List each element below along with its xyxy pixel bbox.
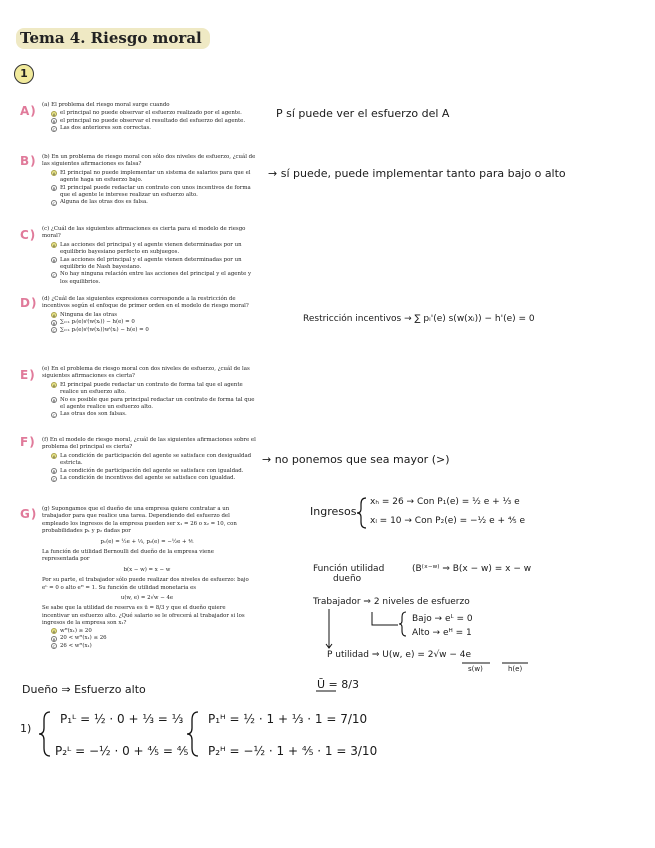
- question-a-stem: (a) El problema del riesgo moral surge cuando: [42, 102, 170, 108]
- note-funcion-expr: (B⁽ˣ⁻ʷ⁾ ⇒ B(x − w) = x − w: [412, 564, 532, 574]
- option-text: El principal no puede implementar un sistema de salarios para que el agente haga un esfuerzo bajo.: [60, 169, 251, 184]
- note-funcion: Función utilidad: [313, 564, 385, 574]
- brace-calc-left: [39, 712, 50, 756]
- question-f-stem: (f) En el modelo de riesgo moral, ¿cuál de las siguientes afirmaciones sobre el problema del principal es cierta?: [42, 437, 256, 451]
- question-e-stem: (e) En el problema de riesgo moral con dos niveles de esfuerzo, ¿cuál de las siguientes afirmaciones es cierta?: [42, 366, 250, 380]
- utility-equation: u(w, e) = 2√w − 4e: [120, 595, 174, 602]
- arrow-right-bajo: [372, 612, 398, 625]
- section-number-badge: 1: [14, 64, 34, 84]
- calc-p1-high: P₁ᴴ = ½ · 1 + ⅓ · 1 = 7/10: [208, 712, 368, 726]
- option-bullet: A: [52, 313, 56, 319]
- note-d: Restricción incentivos → ∑ pᵢ'(e) s(w(xᵢ)) − h'(e) = 0: [303, 314, 535, 324]
- question-d-label: D): [20, 296, 38, 310]
- calc-p2-high: P₂ᴴ = −½ · 1 + ⅘ · 1 = 3/10: [208, 744, 378, 758]
- question-c-label: C): [20, 228, 37, 242]
- option-bullet: A: [52, 171, 56, 177]
- option-bullet: B: [52, 469, 56, 475]
- note-x-high: xₕ = 26 → Con P₁(e) = ½ e + ⅓ e: [370, 497, 520, 507]
- note-dueno-esfuerzo: Dueño ⇒ Esfuerzo alto: [22, 683, 146, 696]
- option-bullet: B: [52, 320, 56, 326]
- option-bullet: C: [52, 644, 56, 649]
- question-g-stem: (g) Supongamos que el dueño de una empresa quiere contratar a un trabajador para que realice una tarea. Dependiendo del esfuerzo del empleado los ingresos de la empresa pueden ser x₁ = 26 o x₂ = 10, con probabilidades p₁ y p₂ dadas por: [42, 506, 237, 535]
- note-alto: Alto → eᴴ = 1: [412, 628, 472, 638]
- question-b-stem: (b) En un problema de riesgo moral con sólo dos niveles de esfuerzo, ¿cuál de las siguientes afirmaciones es falsa?: [42, 154, 256, 168]
- option-bullet: C: [52, 476, 56, 482]
- option-text: Las dos anteriores son correctas.: [60, 125, 151, 132]
- option-bullet: C: [52, 272, 56, 278]
- option-bullet: A: [52, 111, 56, 117]
- option-text: La condición de incentivos del agente se satisface con igualdad.: [60, 475, 236, 482]
- option-text: el principal no puede observar el resultado del esfuerzo del agente.: [60, 117, 246, 124]
- step-number: 1): [20, 722, 32, 735]
- note-b: → sí puede, puede implementar tanto para bajo o alto: [268, 167, 566, 180]
- option-text: wᴴ(x₁) ≥ 20: [60, 627, 92, 634]
- option-bullet: B: [52, 258, 56, 264]
- calc-p2-low: P₂ᴸ = −½ · 0 + ⅘ = ⅘: [55, 744, 189, 758]
- option-text: El principal puede redactar un contrato con unos incentivos de forma que el agente le interese realizar un esfuerzo alto.: [60, 184, 251, 199]
- option-text: Ninguna de las otras: [60, 311, 117, 318]
- calc-p1-low: P₁ᴸ = ½ · 0 + ⅓ = ⅓: [60, 712, 184, 726]
- note-dueno: dueño: [333, 574, 362, 584]
- note-utilidad: P utilidad ⇒ U(w, e) = 2√w − 4e: [327, 650, 472, 660]
- page-title: Tema 4. Riesgo moral: [16, 28, 210, 49]
- question-d-stem: (d) ¿Cuál de las siguientes expresiones corresponde a la restricción de incentivos según el enfoque de primer orden en el modelo de riesgo moral?: [42, 296, 249, 310]
- question-g-label: G): [20, 507, 38, 521]
- option-text: Las otras dos son falsas.: [60, 411, 127, 418]
- option-bullet: A: [52, 383, 56, 389]
- option-text: 20 < wᴴ(x₁) ≤ 26: [60, 635, 107, 642]
- probability-equation: p₁(e) = ½e + ⅓, p₂(e) = −½e + ⅘: [100, 538, 194, 545]
- question-b-label: B): [20, 154, 37, 168]
- option-bullet: C: [52, 328, 56, 334]
- note-a: P sí puede ver el esfuerzo del A: [276, 107, 450, 120]
- option-bullet: C: [52, 412, 56, 418]
- option-bullet: B: [52, 186, 56, 192]
- question-g-text-2: La función de utilidad Bernoulli del dueño de la empresa viene representada por: [42, 549, 214, 563]
- question-g-text-4: Se sabe que la utilidad de reserva es ū = 8/3 y que el dueño quiere incentivar un esfuerzo alto. ¿Qué salario se le ofrecerá al trabajador si los ingresos de la empresa son x₁?: [42, 605, 245, 627]
- option-text: el principal no puede observar el esfuerzo realizado por el agente.: [60, 110, 242, 117]
- bernoulli-equation: b(x − w) = x − w: [123, 566, 171, 573]
- question-a-label: A): [20, 104, 37, 118]
- note-bajo: Bajo → eᴸ = 0: [412, 614, 473, 624]
- note-h-label: h(e): [508, 665, 523, 673]
- question-f-label: F): [20, 435, 36, 449]
- question-e-label: E): [20, 368, 36, 382]
- option-text: Las acciones del principal y el agente vienen determinadas por un equilibrio bayesiano perfecto en subjuegos.: [60, 241, 242, 256]
- option-bullet: A: [52, 454, 56, 460]
- option-text: 26 < wᴴ(x₁): [60, 642, 92, 649]
- option-bullet: B: [52, 636, 56, 642]
- option-text: ∑ᵢ₌₁ pᵢ(e)sⁱ(w(xᵢ)) − h(e) = 0: [60, 319, 135, 326]
- option-bullet: C: [52, 126, 56, 132]
- note-x-low: xₗ = 10 → Con P₂(e) = −½ e + ⅘ e: [370, 516, 526, 526]
- option-text: La condición de participación del agente se satisface con desigualdad estricta.: [60, 452, 252, 467]
- option-text: El principal puede redactar un contrato de forma tal que el agente realice un esfuerzo alto.: [60, 381, 243, 396]
- option-text: No es posible que para principal redactar un contrato de forma tal que el agente realice un esfuerzo alto.: [60, 396, 255, 411]
- option-bullet: C: [52, 200, 56, 206]
- note-reserva: Ū = 8/3: [317, 678, 359, 691]
- option-text: No hay ninguna relación entre las acciones del principal y el agente y los equilibrios.: [60, 271, 252, 285]
- note-trabajador: Trabajador ⇒ 2 niveles de esfuerzo: [313, 597, 470, 607]
- option-text: La condición de participación del agente se satisface con igualdad.: [60, 467, 244, 474]
- note-f: → no ponemos que sea mayor (>): [262, 453, 450, 466]
- option-bullet: A: [52, 243, 56, 249]
- option-text: Las acciones del principal y el agente vienen determinadas por un equilibrio de Nash bayesiano.: [60, 256, 242, 271]
- brace-calc-right: [187, 712, 198, 756]
- option-bullet: B: [52, 119, 56, 125]
- question-g-text-3: Por su parte, el trabajador sólo puede realizar dos niveles de esfuerzo: bajo eᴸ = 0 o alto eᴴ = 1. Su función de utilidad monetaria es: [42, 577, 249, 591]
- note-s-label: s(w): [468, 665, 483, 673]
- option-text: ∑ᵢ₌₁ pᵢ(e)sⁱ(w(xᵢ))wⁱ(xᵢ) − h(e) = 0: [60, 326, 149, 333]
- brace-ingresos: [357, 498, 366, 528]
- note-ingresos: Ingresos: [310, 505, 357, 518]
- question-c-stem: (c) ¿Cuál de las siguientes afirmaciones es cierta para el modelo de riesgo moral?: [42, 226, 246, 240]
- option-bullet: B: [52, 398, 56, 404]
- option-bullet: A: [52, 629, 56, 635]
- brace-esfuerzo: [399, 612, 406, 636]
- option-text: Alguna de las otras dos es falsa.: [60, 199, 148, 206]
